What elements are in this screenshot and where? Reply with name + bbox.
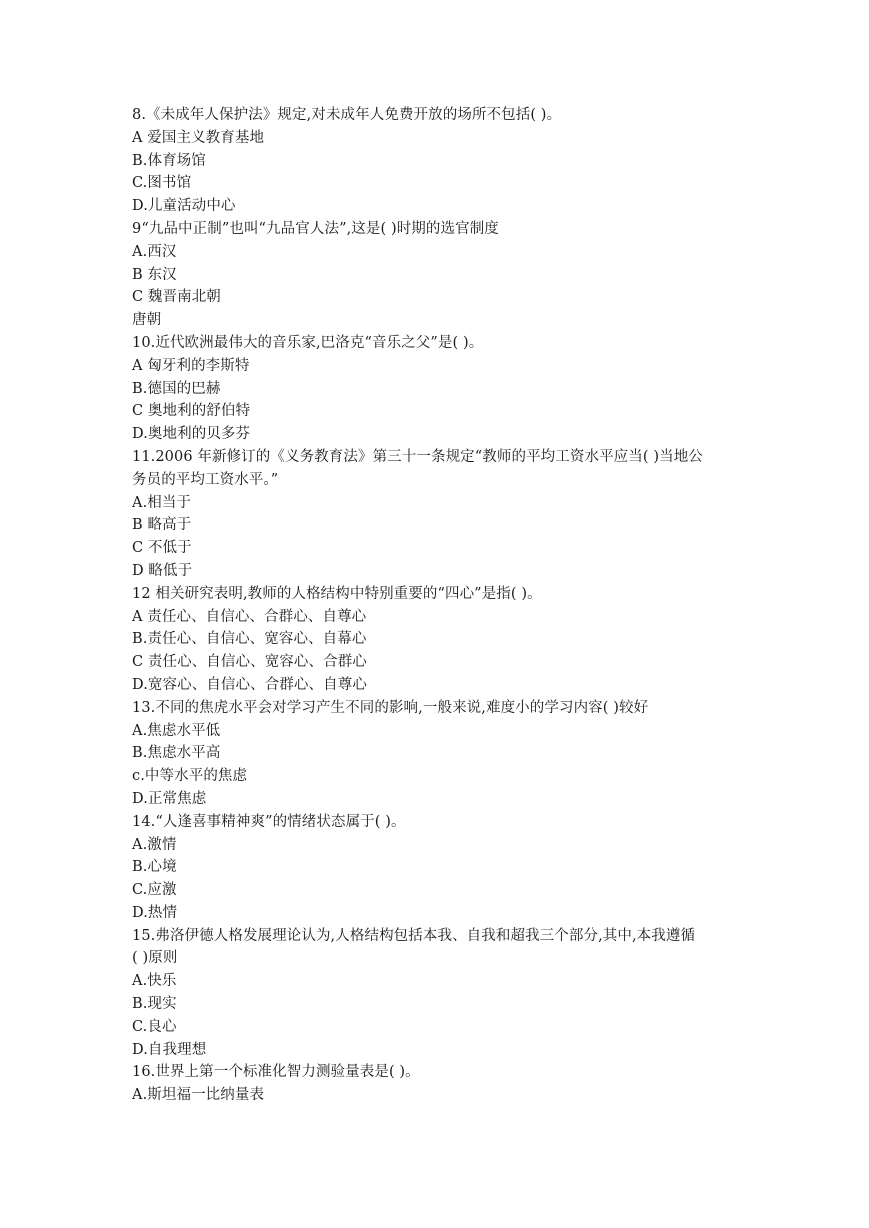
question-12-option-d: D.宽容心、自信心、合群心、自尊心 — [132, 676, 367, 693]
question-15-option-d: D.自我理想 — [132, 1041, 207, 1058]
question-14-option-d: D.热情 — [132, 904, 178, 921]
question-11-option-d: D 略低于 — [132, 562, 193, 579]
question-12-option-a: A 责任心、自信心、合群心、自尊心 — [132, 608, 367, 625]
question-13-option-c: c.中等水平的焦虑 — [132, 768, 248, 785]
question-11-stem-continued: 务员的平均工资水平。” — [132, 471, 279, 488]
question-11-stem: 11.2006 年新修订的《义务教育法》第三十一条规定“教师的平均工资水平应当( )当地公 — [132, 448, 703, 465]
question-12-option-c: C 责任心、自信心、宽容心、合群心 — [132, 654, 367, 671]
question-11-option-b: B 略高于 — [132, 517, 192, 534]
question-13-option-b: B.焦虑水平高 — [132, 745, 221, 762]
question-11-option-a: A.相当于 — [132, 494, 192, 511]
question-9-option-d: 唐朝 — [132, 312, 162, 329]
question-text-block — [132, 104, 747, 1107]
question-11-option-c: C 不低于 — [132, 540, 192, 557]
question-16-option-a: A.斯坦福一比纳量表 — [132, 1087, 265, 1104]
question-10-option-c: C 奥地利的舒伯特 — [132, 403, 251, 420]
question-10-option-d: D.奥地利的贝多芬 — [132, 426, 251, 443]
question-10-option-b: B.德国的巴赫 — [132, 380, 221, 397]
question-14-option-b: B.心境 — [132, 859, 177, 876]
question-14-option-c: C.应激 — [132, 882, 177, 899]
question-8-option-d: D.儿童活动中心 — [132, 198, 236, 215]
question-15-option-a: A.快乐 — [132, 973, 177, 990]
question-12-option-b: B.责任心、自信心、宽容心、自幕心 — [132, 631, 367, 648]
question-15-stem: 15.弗洛伊德人格发展理论认为,人格结构包括本我、自我和超我三个部分,其中,本我遵循 — [132, 927, 696, 944]
question-15-option-c: C.良心 — [132, 1018, 177, 1035]
question-10-option-a: A 匈牙利的李斯特 — [132, 357, 250, 374]
question-9-option-c: C 魏晋南北朝 — [132, 289, 221, 306]
question-15-option-b: B.现实 — [132, 996, 177, 1013]
question-8-stem: 8.《未成年人保护法》规定,对未成年人免费开放的场所不包括( )。 — [132, 107, 562, 123]
question-8-option-c: C.图书馆 — [132, 175, 192, 192]
question-8-option-b: B.体育场馆 — [132, 152, 206, 169]
question-13-option-d: D.正常焦虑 — [132, 790, 207, 807]
question-9-stem: 9“九品中正制”也叫“九品官人法”,这是( )时期的选官制度 — [132, 220, 499, 237]
question-14-stem: 14.“人逢喜事精神爽”的情绪状态属于( )。 — [132, 813, 406, 830]
question-10-stem: 10.近代欧洲最伟大的音乐家,巴洛克“音乐之父”是( )。 — [132, 334, 484, 351]
question-9-option-a: A.西汉 — [132, 243, 177, 260]
question-9-option-b: B 东汉 — [132, 266, 177, 283]
question-13-option-a: A.焦虑水平低 — [132, 722, 221, 739]
question-13-stem: 13.不同的焦虎水平会对学习产生不同的影响,一般来说,难度小的学习内容( )较好 — [132, 699, 649, 716]
question-16-stem: 16.世界上第一个标准化智力测验量表是( )。 — [132, 1064, 420, 1081]
question-8-option-a: A 爱国主义教育基地 — [132, 129, 265, 146]
question-14-option-a: A.激情 — [132, 836, 177, 853]
question-15-stem-continued: ( )原则 — [132, 950, 178, 967]
question-12-stem: 12 相关研究表明,教师的人格结构中特别重要的“四心”是指( )。 — [132, 585, 542, 602]
